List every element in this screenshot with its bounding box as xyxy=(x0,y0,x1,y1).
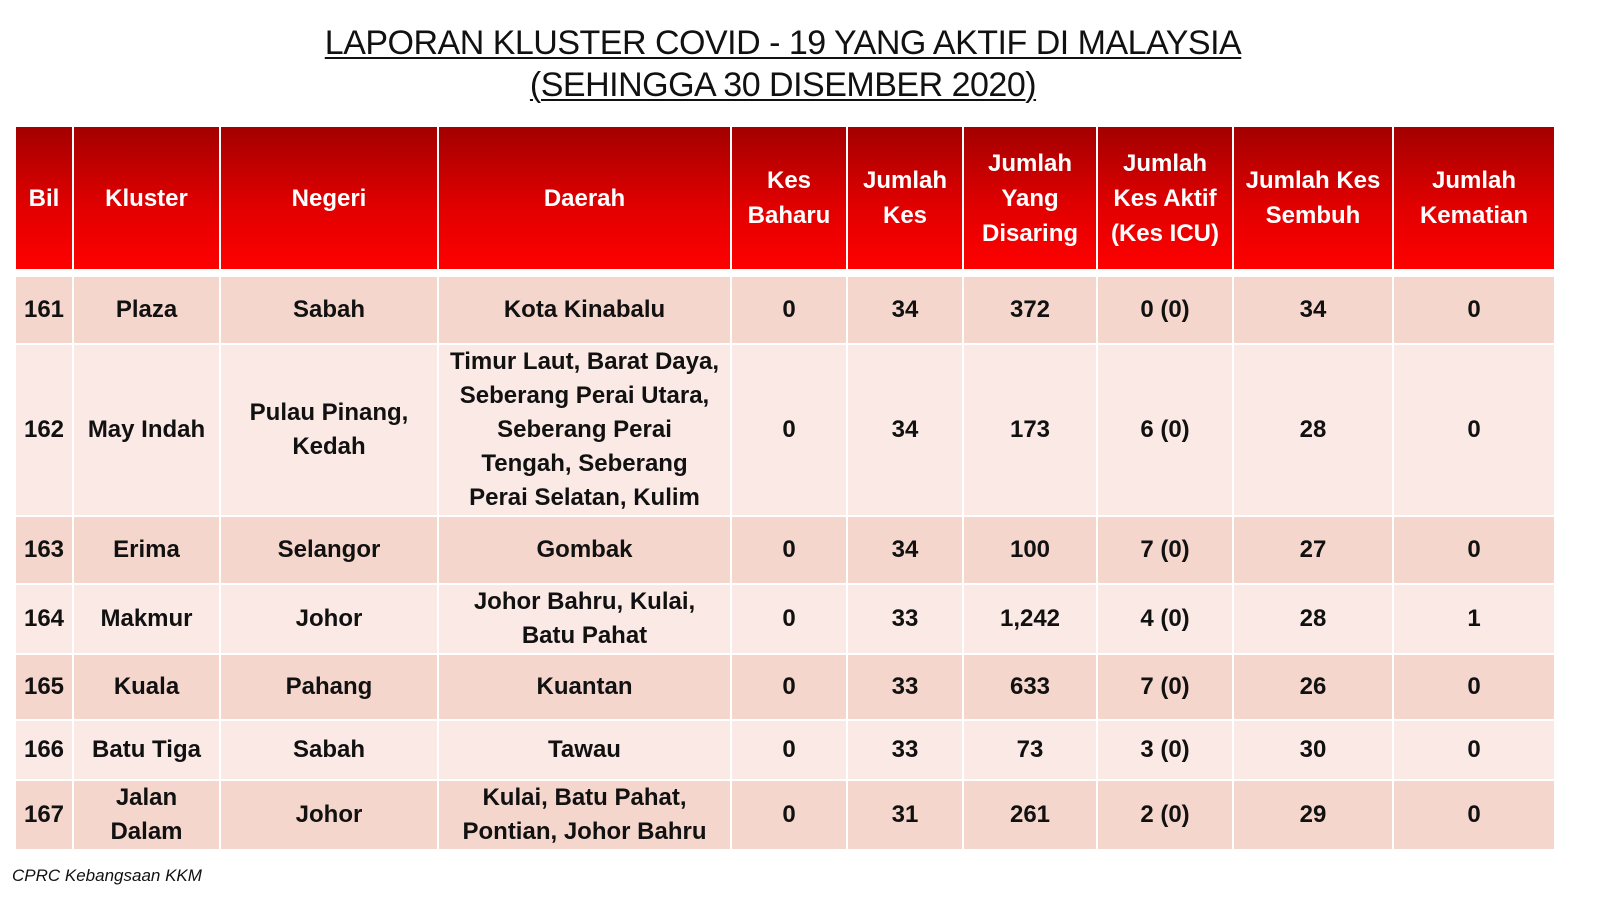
cell-jumlah-kes: 31 xyxy=(848,781,962,849)
cell-kematian: 0 xyxy=(1394,721,1554,779)
cell-disaring: 633 xyxy=(964,655,1096,719)
title-line-2: (SEHINGGA 30 DISEMBER 2020) xyxy=(529,66,1037,104)
cell-jumlah-kes: 34 xyxy=(848,277,962,343)
cell-kes-baharu: 0 xyxy=(732,781,846,849)
cell-kematian: 0 xyxy=(1394,781,1554,849)
cluster-table xyxy=(14,125,1556,851)
cell-daerah: Kuantan xyxy=(439,655,730,719)
cell-disaring: 261 xyxy=(964,781,1096,849)
cell-sembuh: 30 xyxy=(1234,721,1392,779)
cell-aktif: 7 (0) xyxy=(1098,655,1232,719)
cell-kluster: Batu Tiga xyxy=(74,721,219,779)
header-jumlah-sembuh: Jumlah Kes Sembuh xyxy=(1234,127,1392,269)
cell-negeri: Selangor xyxy=(221,517,437,583)
cell-sembuh: 26 xyxy=(1234,655,1392,719)
table-row xyxy=(16,721,1554,779)
cell-bil: 162 xyxy=(16,345,72,515)
header-jumlah-aktif: Jumlah Kes Aktif (Kes ICU) xyxy=(1098,127,1232,269)
header-bil: Bil xyxy=(16,127,72,269)
cell-bil: 167 xyxy=(16,781,72,849)
cell-disaring: 173 xyxy=(964,345,1096,515)
cell-kluster: Jalan Dalam xyxy=(74,781,219,849)
cell-daerah: Kota Kinabalu xyxy=(439,277,730,343)
table-body xyxy=(16,277,1554,849)
table-row xyxy=(16,655,1554,719)
cell-kematian: 0 xyxy=(1394,345,1554,515)
cell-aktif: 2 (0) xyxy=(1098,781,1232,849)
cell-bil: 163 xyxy=(16,517,72,583)
header-kes-baharu: Kes Baharu xyxy=(732,127,846,269)
cell-negeri: Pulau Pinang, Kedah xyxy=(221,345,437,515)
cell-aktif: 3 (0) xyxy=(1098,721,1232,779)
cell-aktif: 6 (0) xyxy=(1098,345,1232,515)
cell-jumlah-kes: 34 xyxy=(848,345,962,515)
cell-kes-baharu: 0 xyxy=(732,517,846,583)
cell-negeri: Sabah xyxy=(221,721,437,779)
cell-aktif: 4 (0) xyxy=(1098,585,1232,653)
cell-sembuh: 27 xyxy=(1234,517,1392,583)
header-daerah: Daerah xyxy=(439,127,730,269)
cell-disaring: 1,242 xyxy=(964,585,1096,653)
header-kluster: Kluster xyxy=(74,127,219,269)
table-row xyxy=(16,585,1554,653)
cell-daerah: Johor Bahru, Kulai, Batu Pahat xyxy=(439,585,730,653)
cell-kluster: Kuala xyxy=(74,655,219,719)
cell-disaring: 73 xyxy=(964,721,1096,779)
cell-jumlah-kes: 33 xyxy=(848,655,962,719)
cell-kes-baharu: 0 xyxy=(732,655,846,719)
table-row xyxy=(16,517,1554,583)
cell-negeri: Johor xyxy=(221,585,437,653)
cell-daerah: Timur Laut, Barat Daya, Seberang Perai Utara, Seberang Perai Tengah, Seberang Perai Selatan, Kulim xyxy=(439,345,730,515)
cell-bil: 164 xyxy=(16,585,72,653)
header-jumlah-kematian: Jumlah Kematian xyxy=(1394,127,1554,269)
cell-kes-baharu: 0 xyxy=(732,345,846,515)
table-row xyxy=(16,277,1554,343)
cell-negeri: Sabah xyxy=(221,277,437,343)
cell-kematian: 0 xyxy=(1394,277,1554,343)
table-row xyxy=(16,781,1554,849)
cell-sembuh: 28 xyxy=(1234,345,1392,515)
header-jumlah-kes: Jumlah Kes xyxy=(848,127,962,269)
header-negeri: Negeri xyxy=(221,127,437,269)
cell-jumlah-kes: 33 xyxy=(848,721,962,779)
cell-daerah: Tawau xyxy=(439,721,730,779)
cell-sembuh: 34 xyxy=(1234,277,1392,343)
cell-bil: 165 xyxy=(16,655,72,719)
cell-kluster: Plaza xyxy=(74,277,219,343)
cell-kluster: Erima xyxy=(74,517,219,583)
cell-negeri: Pahang xyxy=(221,655,437,719)
cell-disaring: 372 xyxy=(964,277,1096,343)
page-title xyxy=(0,22,1566,106)
cell-negeri: Johor xyxy=(221,781,437,849)
cell-daerah: Kulai, Batu Pahat, Pontian, Johor Bahru xyxy=(439,781,730,849)
cell-kluster: Makmur xyxy=(74,585,219,653)
cell-jumlah-kes: 34 xyxy=(848,517,962,583)
cell-aktif: 7 (0) xyxy=(1098,517,1232,583)
cell-kes-baharu: 0 xyxy=(732,721,846,779)
cell-kluster: May Indah xyxy=(74,345,219,515)
source-footer: CPRC Kebangsaan KKM xyxy=(12,866,202,885)
header-jumlah-disaring: Jumlah Yang Disaring xyxy=(964,127,1096,269)
cell-kematian: 1 xyxy=(1394,585,1554,653)
cell-jumlah-kes: 33 xyxy=(848,585,962,653)
cell-kes-baharu: 0 xyxy=(732,277,846,343)
cell-kematian: 0 xyxy=(1394,655,1554,719)
cell-sembuh: 28 xyxy=(1234,585,1392,653)
title-line-1: LAPORAN KLUSTER COVID - 19 YANG AKTIF DI MALAYSIA xyxy=(324,24,1242,62)
cell-kematian: 0 xyxy=(1394,517,1554,583)
cell-bil: 161 xyxy=(16,277,72,343)
cell-disaring: 100 xyxy=(964,517,1096,583)
cell-aktif: 0 (0) xyxy=(1098,277,1232,343)
cell-bil: 166 xyxy=(16,721,72,779)
cell-kes-baharu: 0 xyxy=(732,585,846,653)
cell-sembuh: 29 xyxy=(1234,781,1392,849)
table-row xyxy=(16,345,1554,515)
cell-daerah: Gombak xyxy=(439,517,730,583)
table-header-row xyxy=(16,127,1554,269)
